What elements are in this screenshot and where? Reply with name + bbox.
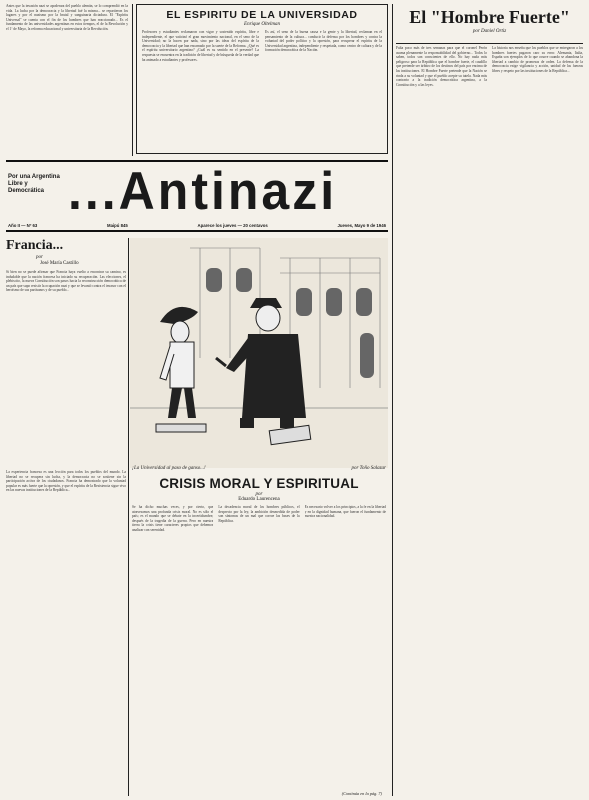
francia-article (6, 238, 126, 468)
francia-byline-name: José María Castillo (40, 261, 79, 266)
intro-column (6, 4, 128, 158)
francia-title: Francia... (6, 238, 64, 253)
cartoon-illustration (130, 238, 388, 468)
francia-text: Si bien no se puede afirmar que Francia haya vuelto a encontrar su camino, es indudable que la nación francesa ha iniciado su recuperación. Las elecciones, el plebiscito, la nueva Constitución son pasos hacia la reconstrucción democrática de un país que supo resistir la ocupación nazi y que se levantó contra el invasor con el heroísmo de sus partisanos y de su pueblo... (6, 270, 126, 293)
crisis-article (132, 476, 386, 796)
hombre-fuerte-title: El "Hombre Fuerte" (409, 7, 570, 27)
masthead-motto: Por una Argentina Libre y Democrática (8, 174, 60, 195)
espiritu-title: EL ESPIRITU DE LA UNIVERSIDAD (166, 9, 358, 21)
column-rule (132, 4, 133, 156)
espiritu-text-a: Profesores y estudiantes reclamaron con vigor y sostenido espíritu, libre e independiente, el que vaticinó el gran movimiento nacional, en el seno de la Universidad; no la hacen por nada, sino por las ideas del espíritu de la democracia y la libertad que han encarnado por la suerte de la Reforma. ¿Qué es el espíritu universitario argentino? ¿Cuál es su sentido en el presente? La respuesta se encuentra en la tradición de libertad y de búsqueda de la verdad que ha animado a estudiantes y profesores. (142, 30, 259, 62)
masthead (6, 160, 388, 232)
hombre-fuerte-columns (396, 46, 583, 796)
hombre-fuerte-text-b: La historia nos enseña que los pueblos que se entregaron a los hombres fuertes pagaron caro su error. Alemania, Italia, España son ejemplos de lo que ocurre cuando se abandona la libertad a cambio de promesas de orden. La defensa de la democracia exige vigilancia y acción, unidad de las fuerzas libres y respeto por las instituciones de la República... (492, 46, 583, 73)
crisis-continued: (Continúa en la pág. 7) (341, 791, 382, 796)
crisis-text-a: Se ha dicho muchas veces, y por cierto, que atravesamos una profunda crisis moral. No es sólo el país; es el mundo que se debate en la incertidumbre, después de la tragedia de la guerra. Pero en nuestra tierra la crisis tiene caracteres propios que debemos analizar con serenidad. (132, 505, 214, 532)
cartoon-caption: ¡La Universidad al paso de ganso...! (132, 466, 206, 471)
cartoon-credit: por Toño Salazar (351, 466, 386, 471)
espiritu-text-b: Es así, el seno de la buena causa e la gente y la libertad, reclaman en el pensamiento de la cultura... conducir la defensa por los hombres y contra la voluntad del poder político y la opresión, para recuperar el espíritu de la Universidad argentina, independiente y respetada, como centro de cultura y de la formación democrática de la Nación. (265, 30, 382, 53)
newspaper-page (6, 4, 583, 796)
crisis-title: CRISIS MORAL Y ESPIRITUAL (159, 476, 359, 491)
dateline (6, 223, 388, 228)
crisis-text-b: La decadencia moral de los hombres públicos, el desprecio por la ley, la ambición desmedida de poder son síntomas de un mal que corroe las bases de la República. (218, 505, 300, 523)
crisis-byline-pre: por (255, 492, 263, 497)
column-rule (392, 4, 393, 796)
address: Maipú 845 (107, 223, 128, 228)
intro-text: Antes que la invasión nazi se apoderara del pueblo alemán, se lo comprendió en la vida. La lucha por la democracia y la libertad fué la misma... se repartieron los lugares y por el nazismo por la brutal y sanguinaria dictadura. El "Espíritu Universal" se cuenta con el fin de los hombres que han reaccionado... Es el fundamento de las universidades argentinas en estos tiempos, el de la Revolución y el 1º de Mayo, la reforma educacional y universitaria de la Revolución. (6, 4, 128, 31)
espiritu-article (136, 4, 388, 154)
francia-text-b: La experiencia francesa es una lección para todos los pueblos del mundo. La libertad no se recupera sin lucha, y la democracia no se sostiene sin la participación activa de los ciudadanos. Francia ha demostrado que la voluntad popular es más fuerte que la opresión, y que el espíritu de la Resistencia sigue vivo en las nuevas instituciones de la República... (6, 470, 126, 493)
francia-continuation (6, 470, 126, 796)
masthead-logo: ...Antinazi (68, 161, 338, 221)
frequency: Aparece los jueves — 20 centavos (197, 223, 268, 228)
hombre-fuerte-byline: por Daniel Ortiz (472, 29, 507, 34)
cartoon-drawing (130, 238, 388, 468)
issue-date: Jueves, Mayo 9 de 1946 (337, 223, 386, 228)
column-rule (128, 238, 129, 796)
hombre-fuerte-text-a: Falta poco más de tres semanas para que el coronel Perón asuma plenamente la responsabilidad del gobierno... Todos lo saben, todos son conscientes de ello. No hay nada más peligroso para la República que el hombre fuerte, el caudillo que pretende ser árbitro de los destinos del país por encima de las instituciones. El Hombre Fuerte pretende que la Nación se rinda a su voluntad y que el pueblo acepte su tutela. Nada más contrario a la tradición democrática argentina, a la Constitución y a las leyes. (396, 46, 487, 87)
francia-byline-pre: por (36, 255, 43, 260)
crisis-text-c: Es necesario volver a los principios, a la fe en la libertad y en la dignidad humana, que fueron el fundamento de nuestra nacionalidad. (304, 505, 386, 519)
issue-number: Año II — Nº 63 (8, 223, 38, 228)
espiritu-byline: Enrique Oltelman (244, 22, 280, 27)
crisis-byline-name: Eduardo Laurencena (238, 497, 280, 502)
cartoon-caption-row (132, 466, 386, 471)
hombre-fuerte-header (396, 4, 583, 44)
